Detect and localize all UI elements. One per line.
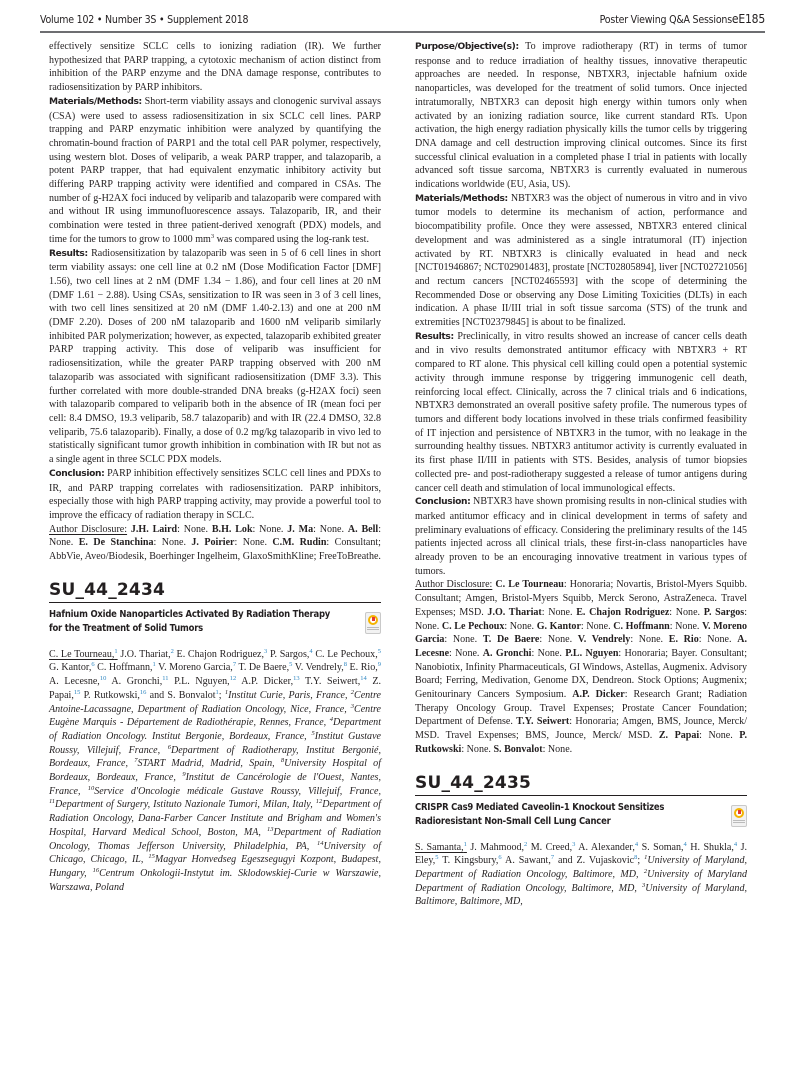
page-number: eE185 <box>731 12 765 26</box>
section-name: Poster Viewing Q&A Sessions <box>599 14 732 26</box>
abstract-id: SU_44_2435 <box>415 773 747 796</box>
check-for-updates-icon[interactable] <box>731 805 747 827</box>
presenting-author: C. Le Tourneau,$^1$ <box>49 647 118 660</box>
author: G. Kantor, <box>49 662 92 674</box>
disclosed-author: G. Kantor <box>536 620 581 632</box>
disclosed-author: A. Lecesne <box>415 634 747 659</box>
affiliation-link[interactable]: 7 <box>232 661 237 669</box>
abstract-title-row <box>415 801 747 829</box>
affiliation-link[interactable]: 6 <box>91 661 95 669</box>
abstract-id: SU_44_2434 <box>49 580 381 603</box>
affiliation-link[interactable]: 10 <box>99 675 107 683</box>
affiliation-link[interactable]: 7 <box>550 854 555 862</box>
affiliation-link[interactable]: 5 <box>289 661 293 669</box>
affiliation-number: 7 <box>134 757 138 765</box>
disclosed-author: A. Bell <box>347 523 379 535</box>
affiliation-number: 12 <box>315 798 323 806</box>
author: J.O. Thariat, <box>117 648 171 660</box>
author: A. Sawant, <box>501 855 551 867</box>
author: E. Chajon Rodriguez, <box>173 648 265 660</box>
affiliation-number: 15 <box>148 853 155 861</box>
affiliation-link[interactable]: 3 <box>264 647 268 655</box>
disclosed-author: J. Ma <box>287 523 314 535</box>
author: and S. Bonvalot <box>146 689 216 701</box>
disclosed-author: P. Rutkowski <box>415 730 748 755</box>
results-paragraph: Results: Radiosensitization by talazoparib was seen in 5 of 6 cell lines in short term viability assays: one cell line at 0.2 nM (Dose Modification Factor [DMF] 1.56), two cell lines at 2 nM (DMF 1.34 − 1.86), and four cell lines at 20 nM (DMF 1.61 − 2.88). Using CSAs, sensitization to IR was seen in 3 of 3 cell lines, with two cell lines sensitized at 20 nM (DMF 1.40-2.13) and one at 200 nM (DMF 2.20). Doses of 200 nM talazoparib and 1600 nM veliparib similarly inhibited PAR polymerization; however, as expected, talazoparib exhibited greater PARP trapping activity. This dose of veliparib was insufficient for radiosensitization, while the greater PARP trapping observed with 200 nM talazoparib was associated with significant radiosensitization (DMF 3.3). This further correlated with more double-stranded DNA breaks (g-H2AX foci) seen with talazoparib compared to veliparib both in the absence of IR (mean foci per cell: 8.4 DMSO, 19.3 veliparib, 58.7 talazoparib) and with IR (22.4 DMSO, 32.8 veliparib, 75.6 talazoparib). Finally, a dose of 0.2 mg/kg talazoparib in vivo led to statistically significant tumor growth inhibition in combination with IR but not as a single agent in three SCLC PDX models. <box>49 247 381 466</box>
affiliation-number: 10 <box>87 784 95 792</box>
authors: S. Samanta,$^1$ J. Mahmood,$^2$ M. Creed,$^3$ A. Alexander,$^4$ S. Soman,$^4$ H. Shukla,$^4$ J. Eley,$^5$ T. Kingsbury,$^6$ A. Sawant,$^7$ and Z. Vujaskovic$^8$; <box>415 840 747 867</box>
header-rule <box>40 31 765 33</box>
affiliation-number: 11 <box>49 798 56 806</box>
affiliation-link[interactable]: 2 <box>524 840 528 848</box>
affiliation-link[interactable]: 11 <box>162 675 169 683</box>
author: H. Shukla, <box>686 841 734 853</box>
author: T.Y. Seiwert, <box>299 676 361 688</box>
author: T. De Baere, <box>236 662 290 674</box>
disclosed-author: E. De Stanchina <box>78 537 154 549</box>
affiliation-link[interactable]: 16 <box>139 688 147 696</box>
author: C. Hoffmann, <box>94 662 153 674</box>
abstract-title: CRISPR Cas9 Mediated Caveolin-1 Knockout Sensitizes Radioresistant Non-Small Cell Lung Cancer <box>415 801 665 827</box>
affiliation-number: 8 <box>280 757 285 765</box>
affiliation-link[interactable]: 5 <box>435 854 439 862</box>
author: A. Gronchi, <box>106 676 163 688</box>
disclosed-author: S. Bonvalot <box>493 743 543 755</box>
affiliation-number: 2 <box>350 688 354 696</box>
author: J. Eley, <box>415 841 747 867</box>
affiliations: $^1$University of Maryland, Department of Radiation Oncology, Baltimore, MD, $^2$University of Maryland Department of Radiation Oncology, Baltimore, MD, $^3$University of Maryland, Baltimore, Baltimore, MD, <box>415 854 748 908</box>
author: C. Le Pechoux, <box>312 648 378 660</box>
disclosed-author: T. De Baere <box>482 634 540 646</box>
affiliation-link[interactable]: 8 <box>343 661 347 669</box>
author: S. Soman, <box>638 841 684 853</box>
author: V. Vendrely, <box>292 662 344 674</box>
affiliation-number: 3 <box>350 702 355 710</box>
disclosure-list: C. Le Tourneau: Honoraria; Novartis, Bristol-Myers Squibb. Consultant; Amgen, Bristol-Myers Squibb, Merck Serono, AstraZeneca. Travel Expenses; MSD. J.O. Thariat: None. E. Chajon Rodriguez: None. P. Sargos: None. C. Le Pechoux: None. G. Kantor: None. C. Hoffmann: None. V. Moreno Garcia: None. T. De Baere: None. V. Vendrely: None. E. Rio: None. A. Lecesne: None. A. Gronchi: None. P.L. Nguyen: Honoraria; Bayer. Consultant; Nanobiotix, Infinity Pharmaceuticals, GI Windows, Astellas, Augmenix. Advisory Board; Ferring, Medivation, Genome DX, Dendreon. Stock Options; Augmenix; Genitourinary Cancers Symposium. A.P. Dicker: Research Grant; Radiation Therapy Oncology Group. Travel Expenses; Prostate Cancer Foundation; Department of Defense. T.Y. Seiwert: Honoraria; Amgen, BMS, Jounce, Merck/ MSD. Travel Expenses; BMS, Jounce, Merck/ MSD. Z. Papai: None. P. Rutkowski: None. S. Bonvalot: None. <box>415 579 748 755</box>
author: P. Sargos, <box>267 648 310 660</box>
disclosed-author: V. Moreno Garcia <box>415 620 748 646</box>
results-label: Results: <box>415 331 454 342</box>
disclosed-author: E. Rio <box>668 634 699 646</box>
author: M. Creed, <box>527 841 573 853</box>
affiliation-link[interactable]: 4 <box>634 840 639 848</box>
affiliation-link[interactable]: 5 <box>377 647 381 655</box>
author: A. Lecesne, <box>49 676 100 688</box>
authors: C. Le Tourneau,$^1$ J.O. Thariat,$^2$ E. Chajon Rodriguez,$^3$ P. Sargos,$^4$ C. Le Pechoux,$^5$ G. Kantor,$^6$ C. Hoffmann,$^1$ V. Moreno Garcia,$^7$ T. De Baere,$^5$ V. Vendrely,$^8$ E. Rio,$^9$ A. Lecesne,$^{10}$ A. Gronchi,$^{11}$ P.L. Nguyen,$^{12}$ A.P. Dicker,$^{13}$ T.Y. Seiwert,$^{14}$ Z. Papai,$^{15}$ P. Rutkowski,$^{16}$ and S. Bonvalot$^1$; <box>49 647 381 701</box>
affiliation-number: 2 <box>643 867 648 875</box>
affiliation-number: 3 <box>641 881 646 889</box>
affiliation-number: 13 <box>266 825 274 833</box>
author: P.L. Nguyen, <box>168 676 230 688</box>
affiliation-link[interactable]: 13 <box>293 675 300 683</box>
disclosed-author: C. Hoffmann <box>613 620 670 632</box>
abstract-title-row <box>49 608 381 636</box>
affiliations: $^1$Institut Curie, Paris, France, $^2$Centre Antoine-Lacassagne, Department of Radiation Oncology, Nice, France, $^3$Centre Eugène Marquis - Département de Radiothérapie, Rennes, France, $^4$Department of Radiation Oncology. Institut Bergonie, Bordeaux, France, $^5$Institut Gustave Roussy, Villejuif, France, $^6$Department of Radiotherapy, Institut Bergonié, Bordeaux, France, $^7$START Madrid, Madrid, Spain, $^8$University Hospital of Bordeaux, Bordeaux, France, $^9$Institut de Cancérologie de l'Ouest, Nantes, France, $^{10}$Service d'Oncologie médicale Gustave Roussy, Villejuif, France, $^{11}$Department of Surgery, Istituto Nazionale Tumori, Milan, Italy, $^{12}$Department of Radiation Oncology, Dana-Farber Cancer Institute and Brigham and Women's Hospital, Harvard Medical School, Boston, MA, $^{13}$Department of Radiation Oncology, Thomas Jefferson University, Philadelphia, PA, $^{14}$University of Chicago, Chicago, IL, $^{15}$Magyar Honvedseg Egeszsegugyi Kozpont, Budapest, Hungary, $^{16}$Centrum Onkologii-Instytut im. Sklodowskiej-Curie w Warszawie, Warszawa, Poland <box>49 688 381 893</box>
author-disclosure <box>49 523 381 564</box>
disclosed-author: B.H. Lok <box>211 523 253 535</box>
author: E. Rio, <box>346 662 378 674</box>
disclosure-label: Author Disclosure: <box>415 579 493 591</box>
affiliation-link[interactable]: 12 <box>229 675 237 683</box>
intro-continuation: effectively sensitize SCLC cells to ionizing radiation (IR). We further hypothesized that PARP trapping, a cytotoxic mechanism of action distinct from inhibition of the PARP enzyme and the DNA damage response, contributes to radiosensitization by PARP inhibitors. <box>49 41 381 94</box>
disclosed-author: E. Chajon Rodriguez <box>576 606 670 618</box>
affiliation-number: 6 <box>167 743 171 751</box>
results-paragraph: Results: Preclinically, in vitro results showed an increase of cancer cells death and in vivo results demonstrated antitumor efficacy with NBTXR3 + RT compared to RT alone. This physical cell killing could open a potential systemic activity through immune response by triggering immunogenic cell death, reinforcing local effect. Clinically, across the 7 clinical trials and 6 indications, NBTXR3 demonstrated an overall positive safety profile. The numerous types of tumors and different body locations involved in these trials confirmed feasibility of IT injection and persistence of NBTXR3 in the tumor, with no leakage in the surrounding healthy tissues. NBTXR3 antitumor activity is currently evaluated in its first phase II/III in patients with STS. Besides, analysis of tumor biopsies collected pre- and post-radiotherapy suggested a release of tumor antigens during cancer cell death and stimulation of local immunological effects. <box>415 330 747 494</box>
author: V. Moreno Garcia, <box>155 662 233 674</box>
disclosure-label: Author Disclosure: <box>49 523 128 535</box>
conclusion-paragraph: Conclusion: PARP inhibition effectively sensitizes SCLC cell lines and PDXs to IR, and PARP trapping correlates with radiosensitization. PARP inhibitors, especially those with high PARP trapping activity, may provide a powerful tool to improve the efficacy of radiation therapy in SCLC. <box>49 467 381 521</box>
affiliation-link[interactable]: 1 <box>215 688 219 696</box>
methods-paragraph: Materials/Methods: Short-term viability assays and clonogenic survival assays (CSA) were used to assess radiosensitization in six SCLC cell lines. PARP trapping and PARP enzymatic inhibition were analyzed by quantifying the chromatin-bound fraction of PARP1 and the total cell PAR polymer, respectively, using western blot. Doses of veliparib, a weak PARP trapper, and talazoparib, a potent PARP trapper, that had equivalent enzymatic inhibitory activity but differing PARP trapping activity were identified and compared in CSAs. The number of g-H2AX foci induced by veliparib and talazoparib were compared with and without IR using immunofluorescence assays. Talazoparib, IR, and their combination were tested in three patient-derived xenograft (PDX) models, and time for the tumors to grow to 1000 $mm^3$ was compared using the log-rank test. <box>49 95 381 245</box>
affiliation-link[interactable]: 9 <box>377 661 381 669</box>
disclosed-author: V. Vendrely <box>577 634 631 646</box>
left-column <box>49 40 381 894</box>
purpose-paragraph: Purpose/Objective(s): To improve radiotherapy (RT) in terms of tumor response and to reduce irradiation of healthy tissues, innovative therapeutic approaches are needed. In response, NBTXR3, injectable hafnium oxide nanoparticles, was developed for the treatment of solid tumors. Once injected intratumorally, NBTXR3 can deposit high energy within tumors only when activated by an ionizing radiation source, like current standard RTs. Upon activation, the high energy radiation physically kills the tumor cells by triggering DNA damage and cell destruction improving clinical outcomes. Since its first successful clinical evaluation in a completed phase I trial in patients with locally advanced soft tissue sarcoma, NBTXR3 is currently evaluated in numerous indications worldwide (EU, Asia, US). <box>415 41 747 191</box>
journal-issue: Volume 102 • Number 3S • Supplement 2018 <box>40 14 249 26</box>
author-list <box>49 648 381 895</box>
disclosed-author: P.L. Nguyen <box>565 647 619 659</box>
check-for-updates-icon[interactable] <box>365 612 381 634</box>
affiliation-number: 1 <box>224 688 229 696</box>
author: A. Alexander, <box>575 841 635 853</box>
disclosure-list: J.H. Laird: None. B.H. Lok: None. J. Ma: None. A. Bell: None. E. De Stanchina: None. J. Poirier: None. C.M. Rudin: Consultant; AbbVie, Aveo/Biodesik, Boerhinger Ingelheim, GlaxoSmithKline; FreeToBreathe. <box>49 523 381 563</box>
affiliation-link[interactable]: 1 <box>114 647 118 655</box>
running-head <box>40 12 765 26</box>
presenting-author: S. Samanta,$^1$ <box>415 840 467 853</box>
affiliation-link[interactable]: 1 <box>463 840 467 848</box>
author: and Z. Vujaskovic <box>554 855 635 867</box>
affiliation-link[interactable]: 4 <box>683 840 687 848</box>
disclosed-author: J.H. Laird <box>130 523 178 535</box>
author-disclosure <box>415 578 747 756</box>
disclosed-author: A. Gronchi <box>482 647 532 659</box>
disclosed-author: C. Le Pechoux <box>441 620 505 632</box>
affiliation-number: 14 <box>317 839 324 847</box>
author: J. Mahmood, <box>466 841 525 853</box>
author: P. Rutkowski, <box>80 689 140 701</box>
author: A.P. Dicker, <box>236 676 294 688</box>
conclusion-label: Conclusion: <box>415 497 471 508</box>
results-label: Results: <box>49 248 88 259</box>
affiliation-link[interactable]: 1 <box>152 661 156 669</box>
affiliation-link[interactable]: 3 <box>572 840 576 848</box>
conclusion-label: Conclusion: <box>49 468 105 479</box>
right-column <box>415 40 747 909</box>
disclosed-author: C.M. Rudin <box>272 537 327 549</box>
section-and-page <box>600 12 765 26</box>
affiliation-number: 9 <box>182 771 186 779</box>
affiliation-link[interactable]: 15 <box>73 688 81 696</box>
affiliation-link[interactable]: 8 <box>634 854 638 862</box>
affiliation-link[interactable]: 14 <box>360 675 367 683</box>
disclosed-author: J. Poirier <box>191 537 235 549</box>
affiliation-link[interactable]: 4 <box>733 840 738 848</box>
disclosed-author: Z. Papai <box>658 730 700 742</box>
affiliation-number: 5 <box>311 729 315 737</box>
methods-label: Materials/Methods: <box>415 193 508 204</box>
disclosed-author: A.P. Dicker <box>572 689 625 701</box>
disclosed-author: J.O. Thariat <box>487 606 542 618</box>
affiliation-number: 1 <box>644 854 648 862</box>
disclosed-author: P. Sargos <box>703 606 745 618</box>
affiliation-number: 16 <box>92 866 100 874</box>
affiliation-link[interactable]: 4 <box>309 647 313 655</box>
affiliation-number: 4 <box>329 716 333 724</box>
methods-label: Materials/Methods: <box>49 96 142 107</box>
conclusion-paragraph: Conclusion: NBTXR3 have shown promising results in non-clinical studies with marked antitumor efficacy and in clinical development in terms of safety and preliminary evaluations of efficacy. Considering the preliminary results of the 145 patients injected across all clinical trials, these first-in-class nanoparticles have already proven to be an encouraging innovative treatment in various types of tumors. <box>415 496 747 577</box>
abstract-title: Hafnium Oxide Nanoparticles Activated By Radiation Therapy for the Treatment of Solid Tumors <box>49 608 331 634</box>
disclosed-author: C. Le Tourneau <box>495 579 564 591</box>
disclosed-author: T.Y. Seiwert <box>516 716 570 728</box>
affiliation-link[interactable]: 2 <box>170 647 174 655</box>
methods-paragraph: Materials/Methods: NBTXR3 was the object of numerous in vitro and in vivo tumor models to determine its mechanism of action, performance and biocompatibility profile. Once they were assessed, NBTXR3 entered clinical development and was administered as a single intratumoral (IT) injection activated by RT. NBTXR3 is clinically evaluated in head and neck [NCT01946867; NCT02901483], prostate [NCT02805894], liver [NCT02721056] and rectum cancers [NCT02465593] with the scope of determining the Recommended Dose or observing any Dose Limiting Toxicities (DLTs) in each indication. A phase II/III trial in soft tissue sarcoma (STS) of the trunk and extremities [NCT02379845] is about to be finalized. <box>415 192 747 329</box>
author-list <box>415 841 747 910</box>
purpose-label: Purpose/Objective(s): <box>415 42 519 52</box>
author: Z. Papai, <box>49 676 381 701</box>
author: T. Kingsbury, <box>438 855 499 867</box>
affiliation-link[interactable]: 6 <box>498 854 502 862</box>
